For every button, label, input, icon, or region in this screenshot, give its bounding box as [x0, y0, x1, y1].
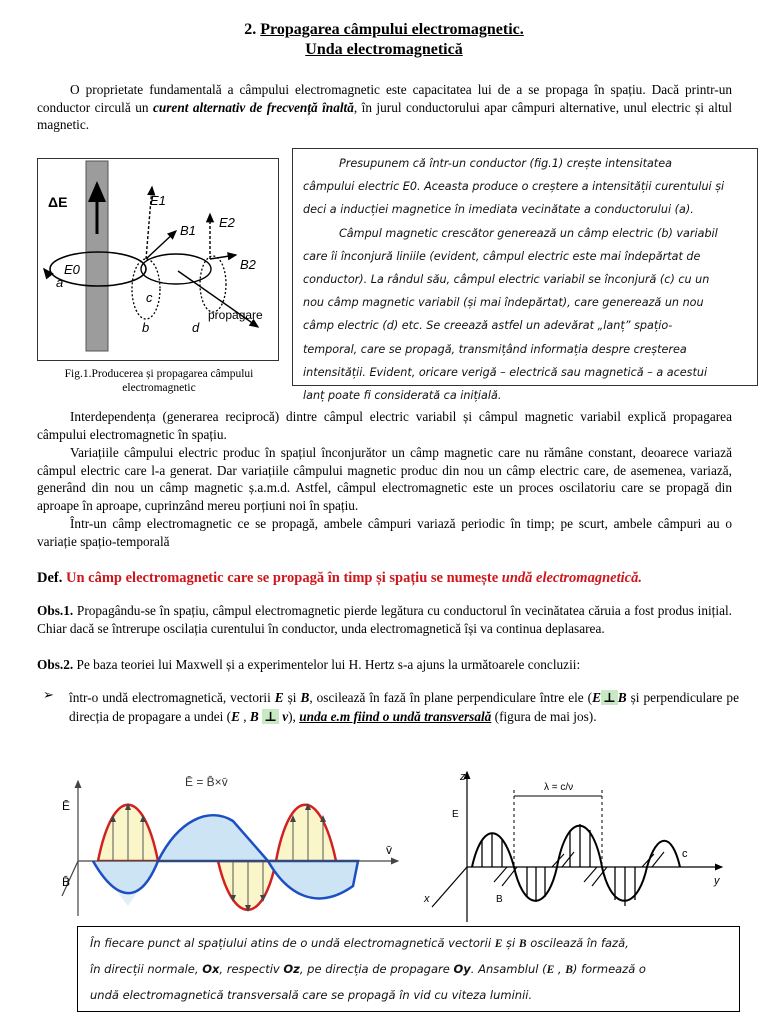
definition-term: undă electromagnetică.	[501, 570, 642, 586]
label-lambda: λ = c/ν	[544, 782, 574, 793]
formula-e-b-v: Ē = B̄×v̄	[185, 775, 228, 789]
note-line: lanț poate fi considerată ca inițială.	[303, 389, 502, 403]
label-b: b	[142, 320, 150, 335]
axis-oz: Oz	[283, 962, 300, 976]
figure-1-diagram	[38, 159, 278, 360]
page-title	[0, 20, 768, 40]
label-b2: B2	[240, 257, 256, 272]
label-a: a	[56, 275, 64, 290]
label-c: c	[146, 290, 153, 305]
label-e1: E1	[150, 193, 166, 208]
note-line: intensității. Evident, oricare verigă – electrică sau magnetică – a acestui	[303, 365, 708, 379]
bullet-transversal: într-o undă electromagnetică, vectorii E și B, oscilează în fază în plane perpendiculare între ele (E ⊥ B și perpendiculare pe direcția de propagare a undei (E , B ⊥ v), unda e.m fiind o undă transversală (figura de mai jos).	[69, 690, 739, 725]
x-axis	[432, 867, 467, 907]
vector-b: B	[300, 690, 310, 705]
note-line: temporal, care se propagă, transmițând informația despre creșterea	[303, 342, 687, 356]
summary-line-1: În fiecare punct al spațiului atins de o undă electromagnetică vectorii E și B oscilează în fază,	[90, 936, 629, 950]
definition-text: Un câmp electromagnetic care se propagă în timp și spațiu se numește	[66, 570, 502, 586]
label-e2: E2	[219, 215, 235, 230]
label-z: z	[460, 771, 466, 783]
intro-emphasis: curent alternativ de frecvență înaltă	[152, 99, 354, 115]
intro-paragraph: O proprietate fundamentală a câmpului electromagnetic este capacitatea lui de a se propaga în spațiu. Dacă printr-un conductor circulă un curent alternativ de frecvență înaltă, în jurul conductorului apar câmpuri alternative, unul electric și altul magnetic.	[37, 82, 733, 133]
label-v-axis: v̄	[386, 843, 392, 857]
paragraph-interdependence: Interdependența (generarea reciprocă) dintre câmpul electric variabil și câmpul magnetic variabil explică propagarea câmpului electromagnetic în spațiu.	[37, 409, 732, 442]
paragraph-spatio-temporal: Într-un câmp electromagnetic ce se propagă, ambele câmpuri variază periodic în timp; pe scurt, ambele câmpuri au o variație spațio-temporală	[37, 516, 732, 549]
axis-oy: Oy	[453, 962, 471, 976]
label-y: y	[714, 875, 720, 887]
loop-d	[200, 256, 226, 312]
perpendicular-symbol: ⊥	[602, 690, 616, 705]
note-line: câmp electric (d) etc. Se creează astfel un adevărat „lanț” spațio-	[303, 319, 673, 333]
note-line: Presupunem că într-un conductor (fig.1) crește intensitatea	[339, 157, 672, 170]
figure-1-caption: Fig.1.Producerea și propagarea câmpului electromagnetic	[64, 368, 254, 394]
title-number: 2.	[244, 21, 257, 38]
label-b-axis: B̄	[62, 875, 71, 889]
figure-3-em-wave	[412, 762, 742, 927]
paragraph-variations: Variațiile câmpului electric produc în spațiul înconjurător un câmp magnetic care nu rămâne constant, deoarece variază câmpul electric care l-a generat. Dar variațiile câmpului magnetic produc din nou un câmp electric care, de asemenea, variază, generând din nou un câmp magnetic ș.a.m.d. Astfel, câmpul electromagnetic este un proces oscilatoriu care se propagă din aproape în aproape, cuprinzând mereu porțiuni noi în spațiu.	[37, 445, 732, 513]
bullet-arrow-icon: ➢	[43, 687, 54, 702]
note-line: conductor). La rândul său, câmpul electric variabil se înconjură (c) cu un	[303, 273, 710, 287]
axis-ox: Ox	[202, 962, 220, 976]
transversal-emphasis: unda e.m fiind o undă transversală	[299, 709, 492, 725]
label-e-axis: Ē	[62, 799, 71, 813]
definition-line	[37, 569, 757, 588]
note-line: Câmpul magnetic crescător generează un câmp electric (b) variabil	[339, 226, 718, 240]
figure-1-frame	[37, 158, 279, 361]
summary-line-2: în direcții normale, Ox, respectiv Oz, pe direcția de propagare Oy. Ansamblul (E , B) formează o	[90, 962, 646, 976]
note-line: care îi înconjură liniile (evident, câmpul electric este mai îndepărtat de	[303, 249, 701, 263]
label-propagare: propagare	[208, 308, 263, 322]
figure-2-svg	[58, 766, 408, 926]
label-d: d	[192, 320, 200, 335]
observation-2: Obs.2. Pe baza teoriei lui Maxwell și a experimentelor lui H. Hertz s-a ajuns la următoarele concluzii:	[37, 657, 581, 672]
summary-line-3: undă electromagnetică transversală care se propagă în vid cu viteza luminii.	[90, 988, 533, 1002]
note-line: deci a inducției magnetice în imediata vecinătate a conductorului (a).	[303, 203, 694, 217]
page-subtitle: Unda electromagnetică	[305, 41, 463, 58]
figure-2-em-wave	[58, 766, 408, 926]
loop-c	[141, 254, 211, 284]
summary-box	[77, 926, 740, 1012]
label-e0: E0	[64, 262, 80, 277]
figure-3-svg	[412, 762, 742, 927]
label-x: x	[424, 893, 430, 905]
label-c-speed: c	[682, 848, 688, 860]
obs1-label: Obs.1.	[37, 603, 74, 618]
label-delta-e: ΔE	[48, 194, 68, 210]
vector-e: E	[274, 690, 284, 705]
note-line: nou câmp magnetic variabil (și mai îndepărtat), care generează un nou	[303, 296, 704, 310]
title-line1: Propagarea câmpului electromagnetic.	[260, 21, 524, 38]
obs2-label: Obs.2.	[37, 657, 74, 672]
definition-label: Def.	[37, 570, 63, 586]
label-e: E	[452, 809, 459, 820]
observation-1: Obs.1. Propagându-se în spațiu, câmpul electromagnetic pierde legătura cu conductorul în vecinătatea căruia a fost produs inițial. Chiar dacă se întrerupe oscilația curentului în conductor, unda electromagnetică își va continua deplasarea.	[37, 603, 732, 636]
vector-v: v	[282, 709, 289, 725]
explanation-note-box	[292, 148, 758, 403]
label-b: B	[496, 894, 503, 905]
label-b1: B1	[180, 223, 196, 238]
note-line: câmpului electric E0. Aceasta produce o creștere a intensității curentului și	[303, 180, 725, 194]
